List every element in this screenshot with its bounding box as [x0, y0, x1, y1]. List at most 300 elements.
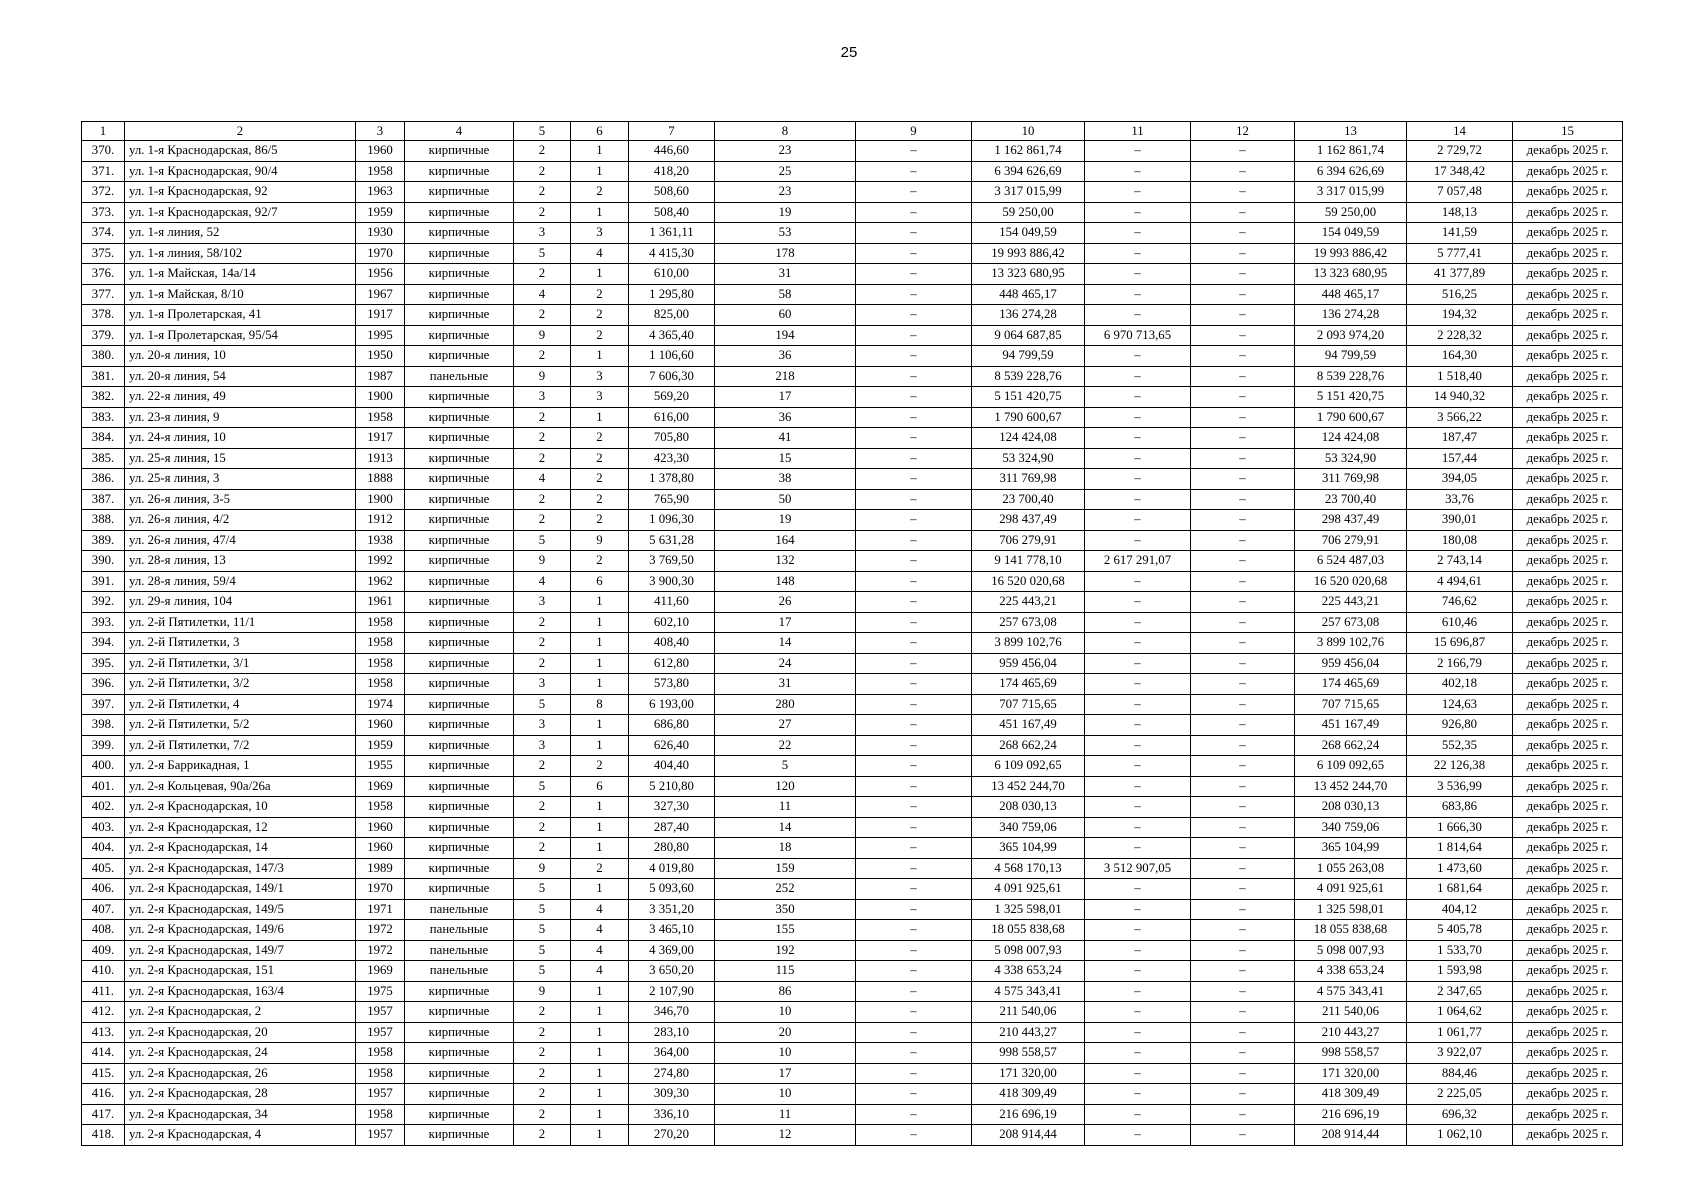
entrances-cell: 1 — [571, 1043, 629, 1064]
col12-cell: – — [1191, 674, 1295, 695]
address-cell: ул. 2-я Краснодарская, 149/5 — [125, 899, 356, 920]
residents-cell: 50 — [715, 489, 856, 510]
floors-cell: 2 — [514, 633, 571, 654]
col9-cell: – — [856, 551, 972, 572]
entrances-cell: 2 — [571, 510, 629, 531]
total-cost-cell: 6 109 092,65 — [972, 756, 1085, 777]
deadline-cell: декабрь 2025 г. — [1513, 366, 1623, 387]
area-cell: 4 369,00 — [629, 940, 715, 961]
table-row — [82, 817, 1623, 838]
cost-cell: 959 456,04 — [1295, 653, 1407, 674]
floors-cell: 2 — [514, 817, 571, 838]
table-row — [82, 1104, 1623, 1125]
year-cell: 1958 — [356, 407, 405, 428]
cost-cell: 298 437,49 — [1295, 510, 1407, 531]
col9-cell: – — [856, 653, 972, 674]
floors-cell: 2 — [514, 838, 571, 859]
address-cell: ул. 26-я линия, 47/4 — [125, 530, 356, 551]
floors-cell: 2 — [514, 264, 571, 285]
cost-per-sqm-cell: 1 064,62 — [1407, 1002, 1513, 1023]
col9-cell: – — [856, 264, 972, 285]
col11-cell: – — [1085, 264, 1191, 285]
deadline-cell: декабрь 2025 г. — [1513, 325, 1623, 346]
deadline-cell: декабрь 2025 г. — [1513, 1002, 1623, 1023]
col9-cell: – — [856, 1125, 972, 1146]
col11-cell: – — [1085, 899, 1191, 920]
cost-per-sqm-cell: 4 494,61 — [1407, 571, 1513, 592]
residents-cell: 26 — [715, 592, 856, 613]
total-cost-cell: 706 279,91 — [972, 530, 1085, 551]
total-cost-cell: 4 338 653,24 — [972, 961, 1085, 982]
col9-cell: – — [856, 612, 972, 633]
area-cell: 423,30 — [629, 448, 715, 469]
col9-cell: – — [856, 858, 972, 879]
deadline-cell: декабрь 2025 г. — [1513, 161, 1623, 182]
total-cost-cell: 1 325 598,01 — [972, 899, 1085, 920]
floors-cell: 3 — [514, 223, 571, 244]
col9-cell: – — [856, 920, 972, 941]
deadline-cell: декабрь 2025 г. — [1513, 674, 1623, 695]
col12-cell: – — [1191, 325, 1295, 346]
table-row — [82, 715, 1623, 736]
floors-cell: 2 — [514, 141, 571, 162]
col12-cell: – — [1191, 797, 1295, 818]
deadline-cell: декабрь 2025 г. — [1513, 981, 1623, 1002]
col9-cell: – — [856, 387, 972, 408]
area-cell: 411,60 — [629, 592, 715, 613]
deadline-cell: декабрь 2025 г. — [1513, 858, 1623, 879]
cost-per-sqm-cell: 148,13 — [1407, 202, 1513, 223]
row-number-cell: 397. — [82, 694, 125, 715]
area-cell: 626,40 — [629, 735, 715, 756]
residents-cell: 86 — [715, 981, 856, 1002]
col9-cell: – — [856, 305, 972, 326]
address-cell: ул. 2-я Краснодарская, 28 — [125, 1084, 356, 1105]
row-number-cell: 375. — [82, 243, 125, 264]
cost-per-sqm-cell: 15 696,87 — [1407, 633, 1513, 654]
col12-cell: – — [1191, 694, 1295, 715]
col11-cell: – — [1085, 1022, 1191, 1043]
table-row — [82, 510, 1623, 531]
area-cell: 309,30 — [629, 1084, 715, 1105]
wall-material-cell: кирпичные — [405, 776, 514, 797]
address-cell: ул. 24-я линия, 10 — [125, 428, 356, 449]
residents-cell: 115 — [715, 961, 856, 982]
col11-cell: – — [1085, 776, 1191, 797]
residents-cell: 11 — [715, 1104, 856, 1125]
residents-cell: 53 — [715, 223, 856, 244]
year-cell: 1957 — [356, 1125, 405, 1146]
residents-cell: 41 — [715, 428, 856, 449]
area-cell: 346,70 — [629, 1002, 715, 1023]
table-row — [82, 141, 1623, 162]
wall-material-cell: кирпичные — [405, 1022, 514, 1043]
col12-cell: – — [1191, 571, 1295, 592]
col11-cell: – — [1085, 510, 1191, 531]
wall-material-cell: кирпичные — [405, 592, 514, 613]
total-cost-cell: 9 064 687,85 — [972, 325, 1085, 346]
table-row — [82, 1063, 1623, 1084]
cost-per-sqm-cell: 1 518,40 — [1407, 366, 1513, 387]
col12-cell: – — [1191, 612, 1295, 633]
col9-cell: – — [856, 940, 972, 961]
cost-cell: 225 443,21 — [1295, 592, 1407, 613]
table-row — [82, 387, 1623, 408]
entrances-cell: 3 — [571, 387, 629, 408]
year-cell: 1917 — [356, 305, 405, 326]
wall-material-cell: кирпичные — [405, 325, 514, 346]
entrances-cell: 1 — [571, 735, 629, 756]
year-cell: 1987 — [356, 366, 405, 387]
year-cell: 1958 — [356, 1104, 405, 1125]
cost-per-sqm-cell: 552,35 — [1407, 735, 1513, 756]
address-cell: ул. 23-я линия, 9 — [125, 407, 356, 428]
col11-cell: – — [1085, 838, 1191, 859]
total-cost-cell: 171 320,00 — [972, 1063, 1085, 1084]
deadline-cell: декабрь 2025 г. — [1513, 1043, 1623, 1064]
entrances-cell: 2 — [571, 448, 629, 469]
year-cell: 1959 — [356, 202, 405, 223]
year-cell: 1967 — [356, 284, 405, 305]
cost-cell: 174 465,69 — [1295, 674, 1407, 695]
cost-cell: 1 055 263,08 — [1295, 858, 1407, 879]
year-cell: 1959 — [356, 735, 405, 756]
table-row — [82, 1084, 1623, 1105]
residents-cell: 19 — [715, 510, 856, 531]
entrances-cell: 1 — [571, 1104, 629, 1125]
row-number-cell: 409. — [82, 940, 125, 961]
col11-cell: – — [1085, 489, 1191, 510]
cost-cell: 1 162 861,74 — [1295, 141, 1407, 162]
table-row — [82, 223, 1623, 244]
entrances-cell: 1 — [571, 592, 629, 613]
area-cell: 3 465,10 — [629, 920, 715, 941]
residents-cell: 18 — [715, 838, 856, 859]
row-number-cell: 408. — [82, 920, 125, 941]
cost-per-sqm-cell: 926,80 — [1407, 715, 1513, 736]
entrances-cell: 1 — [571, 879, 629, 900]
area-cell: 1 295,80 — [629, 284, 715, 305]
table-row — [82, 571, 1623, 592]
floors-cell: 3 — [514, 387, 571, 408]
residents-cell: 19 — [715, 202, 856, 223]
deadline-cell: декабрь 2025 г. — [1513, 387, 1623, 408]
floors-cell: 2 — [514, 1084, 571, 1105]
total-cost-cell: 298 437,49 — [972, 510, 1085, 531]
deadline-cell: декабрь 2025 г. — [1513, 510, 1623, 531]
total-cost-cell: 154 049,59 — [972, 223, 1085, 244]
col12-cell: – — [1191, 1002, 1295, 1023]
col9-cell: – — [856, 735, 972, 756]
residents-cell: 17 — [715, 387, 856, 408]
residents-cell: 164 — [715, 530, 856, 551]
year-cell: 1970 — [356, 879, 405, 900]
deadline-cell: декабрь 2025 г. — [1513, 1063, 1623, 1084]
address-cell: ул. 2-я Краснодарская, 151 — [125, 961, 356, 982]
floors-cell: 2 — [514, 202, 571, 223]
col9-cell: – — [856, 756, 972, 777]
entrances-cell: 1 — [571, 1002, 629, 1023]
cost-per-sqm-cell: 1 061,77 — [1407, 1022, 1513, 1043]
residents-cell: 194 — [715, 325, 856, 346]
cost-cell: 19 993 886,42 — [1295, 243, 1407, 264]
col11-cell: – — [1085, 592, 1191, 613]
cost-cell: 340 759,06 — [1295, 817, 1407, 838]
col9-cell: – — [856, 776, 972, 797]
col11-cell: – — [1085, 428, 1191, 449]
table-row — [82, 899, 1623, 920]
col9-cell: – — [856, 838, 972, 859]
cost-per-sqm-cell: 3 922,07 — [1407, 1043, 1513, 1064]
area-cell: 418,20 — [629, 161, 715, 182]
table-row — [82, 1125, 1623, 1146]
row-number-cell: 394. — [82, 633, 125, 654]
header-row — [82, 122, 1623, 141]
row-number-cell: 406. — [82, 879, 125, 900]
wall-material-cell: панельные — [405, 366, 514, 387]
deadline-cell: декабрь 2025 г. — [1513, 920, 1623, 941]
floors-cell: 2 — [514, 612, 571, 633]
entrances-cell: 2 — [571, 284, 629, 305]
floors-cell: 9 — [514, 551, 571, 572]
residents-cell: 252 — [715, 879, 856, 900]
col12-cell: – — [1191, 530, 1295, 551]
address-cell: ул. 2-я Баррикадная, 1 — [125, 756, 356, 777]
table-row — [82, 264, 1623, 285]
area-cell: 408,40 — [629, 633, 715, 654]
area-cell: 364,00 — [629, 1043, 715, 1064]
year-cell: 1958 — [356, 674, 405, 695]
area-cell: 446,60 — [629, 141, 715, 162]
deadline-cell: декабрь 2025 г. — [1513, 899, 1623, 920]
row-number-cell: 372. — [82, 182, 125, 203]
row-number-cell: 398. — [82, 715, 125, 736]
residents-cell: 60 — [715, 305, 856, 326]
wall-material-cell: кирпичные — [405, 1002, 514, 1023]
year-cell: 1917 — [356, 428, 405, 449]
year-cell: 1992 — [356, 551, 405, 572]
wall-material-cell: кирпичные — [405, 530, 514, 551]
total-cost-cell: 124 424,08 — [972, 428, 1085, 449]
deadline-cell: декабрь 2025 г. — [1513, 776, 1623, 797]
residents-cell: 14 — [715, 633, 856, 654]
area-cell: 274,80 — [629, 1063, 715, 1084]
col12-cell: – — [1191, 817, 1295, 838]
area-cell: 825,00 — [629, 305, 715, 326]
col12-cell: – — [1191, 469, 1295, 490]
wall-material-cell: кирпичные — [405, 448, 514, 469]
cost-cell: 53 324,90 — [1295, 448, 1407, 469]
deadline-cell: декабрь 2025 г. — [1513, 633, 1623, 654]
deadline-cell: декабрь 2025 г. — [1513, 202, 1623, 223]
year-cell: 1960 — [356, 817, 405, 838]
area-cell: 602,10 — [629, 612, 715, 633]
wall-material-cell: кирпичные — [405, 612, 514, 633]
entrances-cell: 6 — [571, 776, 629, 797]
table-row — [82, 776, 1623, 797]
year-cell: 1969 — [356, 776, 405, 797]
address-cell: ул. 1-я Краснодарская, 92 — [125, 182, 356, 203]
total-cost-cell: 9 141 778,10 — [972, 551, 1085, 572]
col9-cell: – — [856, 1043, 972, 1064]
residents-cell: 10 — [715, 1002, 856, 1023]
floors-cell: 5 — [514, 961, 571, 982]
col12-cell: – — [1191, 305, 1295, 326]
floors-cell: 2 — [514, 489, 571, 510]
floors-cell: 2 — [514, 797, 571, 818]
entrances-cell: 4 — [571, 961, 629, 982]
cost-cell: 4 091 925,61 — [1295, 879, 1407, 900]
col9-cell: – — [856, 1063, 972, 1084]
residents-cell: 120 — [715, 776, 856, 797]
residents-cell: 36 — [715, 346, 856, 367]
entrances-cell: 1 — [571, 202, 629, 223]
residents-cell: 31 — [715, 264, 856, 285]
column-number-cell: 1 — [82, 122, 125, 141]
total-cost-cell: 211 540,06 — [972, 1002, 1085, 1023]
col9-cell: – — [856, 817, 972, 838]
total-cost-cell: 4 575 343,41 — [972, 981, 1085, 1002]
total-cost-cell: 451 167,49 — [972, 715, 1085, 736]
col12-cell: – — [1191, 448, 1295, 469]
row-number-cell: 384. — [82, 428, 125, 449]
col12-cell: – — [1191, 592, 1295, 613]
year-cell: 1974 — [356, 694, 405, 715]
wall-material-cell: кирпичные — [405, 756, 514, 777]
col12-cell: – — [1191, 1125, 1295, 1146]
cost-cell: 6 109 092,65 — [1295, 756, 1407, 777]
deadline-cell: декабрь 2025 г. — [1513, 264, 1623, 285]
column-number-cell: 4 — [405, 122, 514, 141]
address-cell: ул. 2-я Краснодарская, 20 — [125, 1022, 356, 1043]
col9-cell: – — [856, 223, 972, 244]
year-cell: 1963 — [356, 182, 405, 203]
area-cell: 4 365,40 — [629, 325, 715, 346]
col11-cell: – — [1085, 1063, 1191, 1084]
row-number-cell: 378. — [82, 305, 125, 326]
cost-per-sqm-cell: 2 225,05 — [1407, 1084, 1513, 1105]
entrances-cell: 1 — [571, 981, 629, 1002]
address-cell: ул. 25-я линия, 3 — [125, 469, 356, 490]
total-cost-cell: 23 700,40 — [972, 489, 1085, 510]
residents-cell: 148 — [715, 571, 856, 592]
entrances-cell: 1 — [571, 838, 629, 859]
floors-cell: 3 — [514, 715, 571, 736]
residents-cell: 10 — [715, 1043, 856, 1064]
year-cell: 1958 — [356, 633, 405, 654]
address-cell: ул. 2-я Краснодарская, 12 — [125, 817, 356, 838]
area-cell: 765,90 — [629, 489, 715, 510]
entrances-cell: 1 — [571, 161, 629, 182]
residents-cell: 159 — [715, 858, 856, 879]
cost-cell: 23 700,40 — [1295, 489, 1407, 510]
deadline-cell: декабрь 2025 г. — [1513, 797, 1623, 818]
area-cell: 3 900,30 — [629, 571, 715, 592]
cost-cell: 311 769,98 — [1295, 469, 1407, 490]
address-cell: ул. 2-я Краснодарская, 163/4 — [125, 981, 356, 1002]
address-cell: ул. 2-й Пятилетки, 3 — [125, 633, 356, 654]
wall-material-cell: кирпичные — [405, 243, 514, 264]
cost-cell: 13 452 244,70 — [1295, 776, 1407, 797]
residents-cell: 31 — [715, 674, 856, 695]
wall-material-cell: кирпичные — [405, 1084, 514, 1105]
total-cost-cell: 225 443,21 — [972, 592, 1085, 613]
entrances-cell: 4 — [571, 899, 629, 920]
floors-cell: 9 — [514, 325, 571, 346]
wall-material-cell: кирпичные — [405, 715, 514, 736]
entrances-cell: 2 — [571, 305, 629, 326]
row-number-cell: 418. — [82, 1125, 125, 1146]
col12-cell: – — [1191, 1063, 1295, 1084]
col9-cell: – — [856, 961, 972, 982]
row-number-cell: 382. — [82, 387, 125, 408]
row-number-cell: 380. — [82, 346, 125, 367]
address-cell: ул. 22-я линия, 49 — [125, 387, 356, 408]
table-row — [82, 428, 1623, 449]
cost-per-sqm-cell: 17 348,42 — [1407, 161, 1513, 182]
deadline-cell: декабрь 2025 г. — [1513, 592, 1623, 613]
wall-material-cell: кирпичные — [405, 223, 514, 244]
area-cell: 705,80 — [629, 428, 715, 449]
col11-cell: – — [1085, 653, 1191, 674]
cost-cell: 16 520 020,68 — [1295, 571, 1407, 592]
entrances-cell: 1 — [571, 817, 629, 838]
col11-cell: 6 970 713,65 — [1085, 325, 1191, 346]
wall-material-cell: кирпичные — [405, 202, 514, 223]
wall-material-cell: кирпичные — [405, 838, 514, 859]
total-cost-cell: 94 799,59 — [972, 346, 1085, 367]
deadline-cell: декабрь 2025 г. — [1513, 551, 1623, 572]
address-cell: ул. 26-я линия, 3-5 — [125, 489, 356, 510]
col9-cell: – — [856, 797, 972, 818]
col11-cell: – — [1085, 694, 1191, 715]
col11-cell: – — [1085, 366, 1191, 387]
cost-per-sqm-cell: 7 057,48 — [1407, 182, 1513, 203]
address-cell: ул. 2-я Кольцевая, 90а/26а — [125, 776, 356, 797]
column-number-cell: 7 — [629, 122, 715, 141]
area-cell: 612,80 — [629, 653, 715, 674]
total-cost-cell: 8 539 228,76 — [972, 366, 1085, 387]
row-number-cell: 413. — [82, 1022, 125, 1043]
area-cell: 283,10 — [629, 1022, 715, 1043]
residents-cell: 155 — [715, 920, 856, 941]
entrances-cell: 1 — [571, 633, 629, 654]
col9-cell: – — [856, 592, 972, 613]
floors-cell: 2 — [514, 1063, 571, 1084]
col12-cell: – — [1191, 879, 1295, 900]
row-number-cell: 405. — [82, 858, 125, 879]
address-cell: ул. 20-я линия, 54 — [125, 366, 356, 387]
table-row — [82, 879, 1623, 900]
cost-per-sqm-cell: 180,08 — [1407, 530, 1513, 551]
total-cost-cell: 19 993 886,42 — [972, 243, 1085, 264]
floors-cell: 5 — [514, 940, 571, 961]
col12-cell: – — [1191, 920, 1295, 941]
col12-cell: – — [1191, 899, 1295, 920]
deadline-cell: декабрь 2025 г. — [1513, 694, 1623, 715]
col12-cell: – — [1191, 346, 1295, 367]
residents-cell: 25 — [715, 161, 856, 182]
row-number-cell: 388. — [82, 510, 125, 531]
row-number-cell: 403. — [82, 817, 125, 838]
table-row — [82, 161, 1623, 182]
cost-per-sqm-cell: 141,59 — [1407, 223, 1513, 244]
col11-cell: – — [1085, 141, 1191, 162]
year-cell: 1958 — [356, 653, 405, 674]
area-cell: 686,80 — [629, 715, 715, 736]
floors-cell: 2 — [514, 653, 571, 674]
col12-cell: – — [1191, 715, 1295, 736]
